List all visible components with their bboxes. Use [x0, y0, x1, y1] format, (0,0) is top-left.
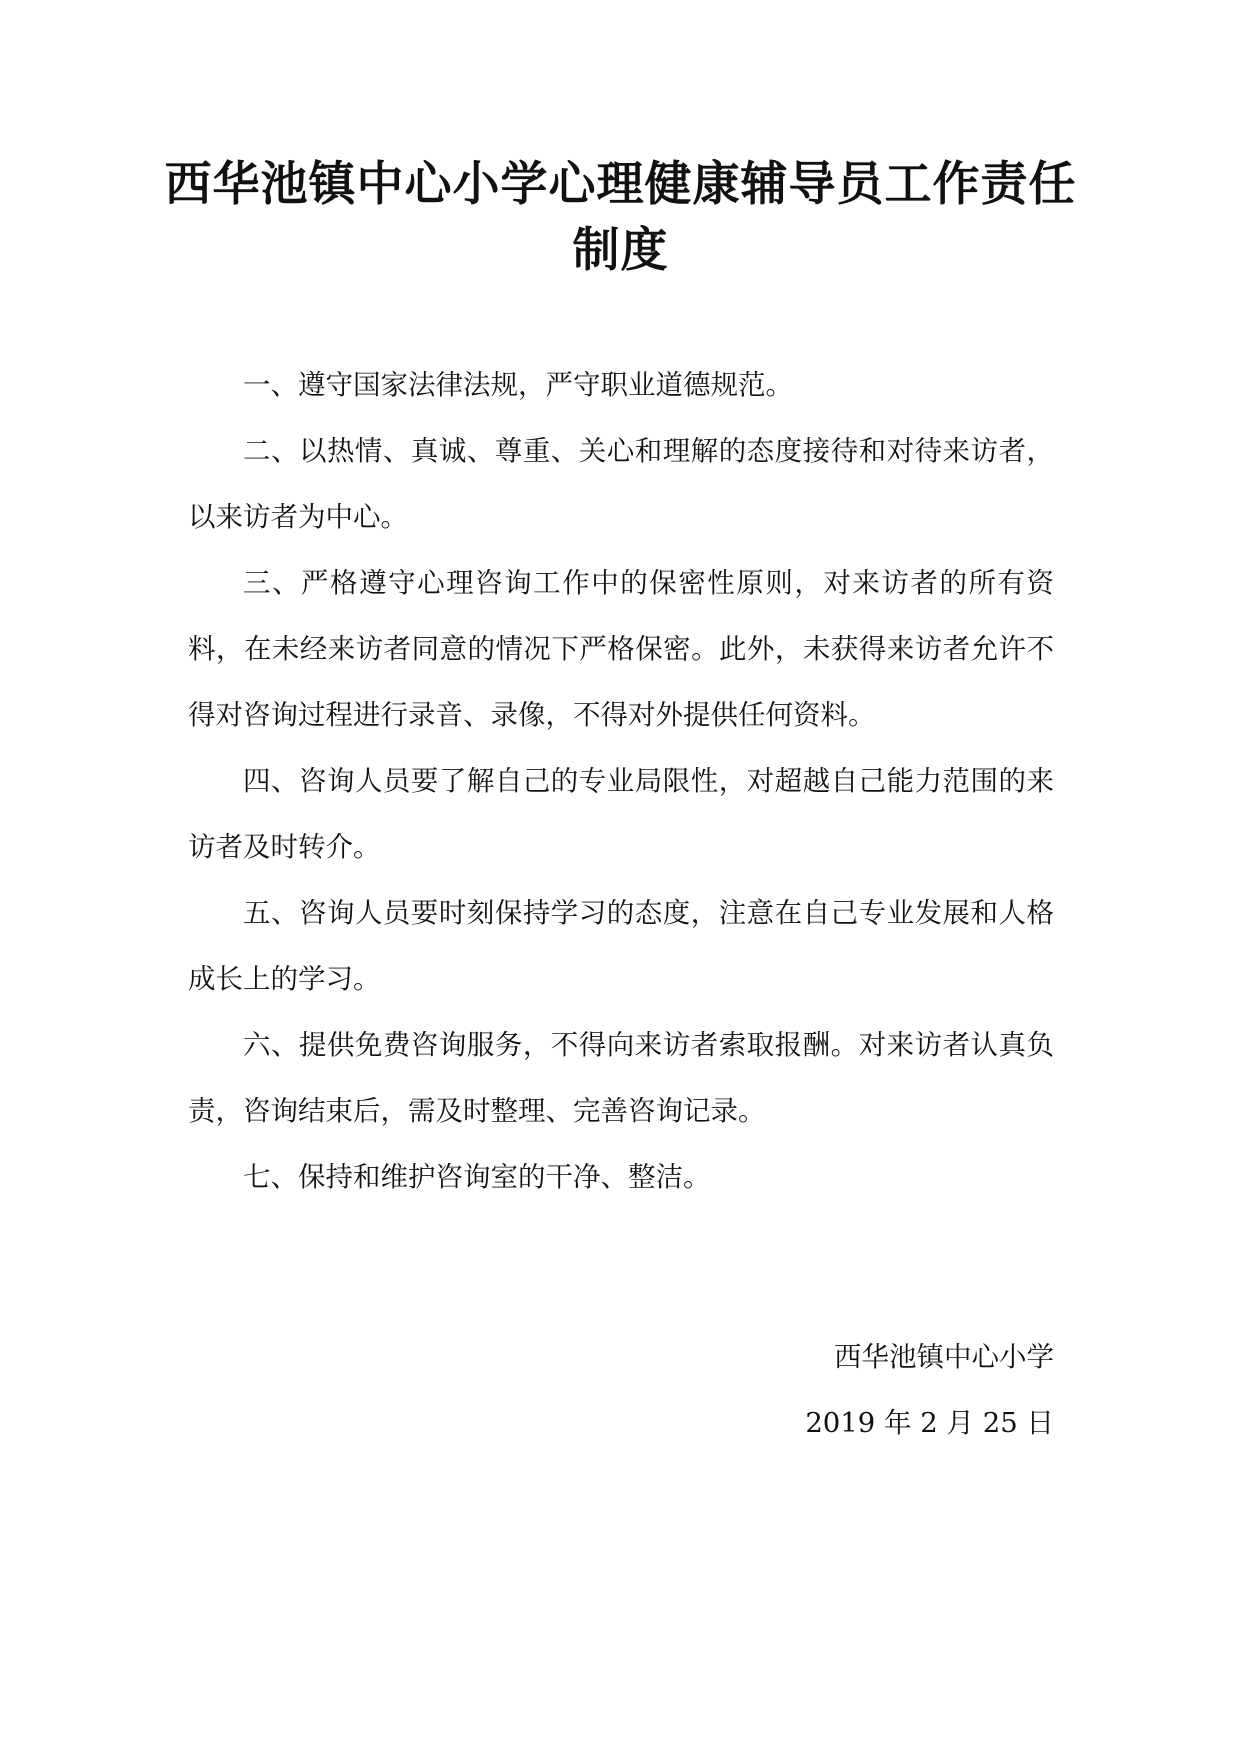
- signature-block: [805, 1324, 1054, 1456]
- document-title: 西华池镇中心小学心理健康辅导员工作责任制度: [164, 157, 1077, 278]
- paragraph-7: 七、保持和维护咨询室的干净、整洁。: [243, 1161, 711, 1193]
- signature-date: 2019 年 2 月 25 日: [805, 1407, 1054, 1439]
- paragraph-1: 一、遵守国家法律法规，严守职业道德规范。: [243, 369, 793, 401]
- paragraph-2: 二、以热情、真诚、尊重、关心和理解的态度接待和对待来访者，以来访者为中心。: [188, 435, 1054, 533]
- paragraph-4: 四、咨询人员要了解自己的专业局限性，对超越自己能力范围的来访者及时转介。: [188, 765, 1054, 863]
- paragraph-5: 五、咨询人员要时刻保持学习的态度，注意在自己专业发展和人格成长上的学习。: [188, 897, 1054, 995]
- document-body: [188, 352, 1054, 1210]
- signature-organization: 西华池镇中心小学: [834, 1341, 1054, 1373]
- paragraph-6: 六、提供免费咨询服务，不得向来访者索取报酬。对来访者认真负责，咨询结束后，需及时整理、完善咨询记录。: [188, 1029, 1054, 1127]
- paragraph-3: 三、严格遵守心理咨询工作中的保密性原则，对来访者的所有资料，在未经来访者同意的情况下严格保密。此外，未获得来访者允许不得对咨询过程进行录音、录像，不得对外提供任何资料。: [188, 567, 1054, 731]
